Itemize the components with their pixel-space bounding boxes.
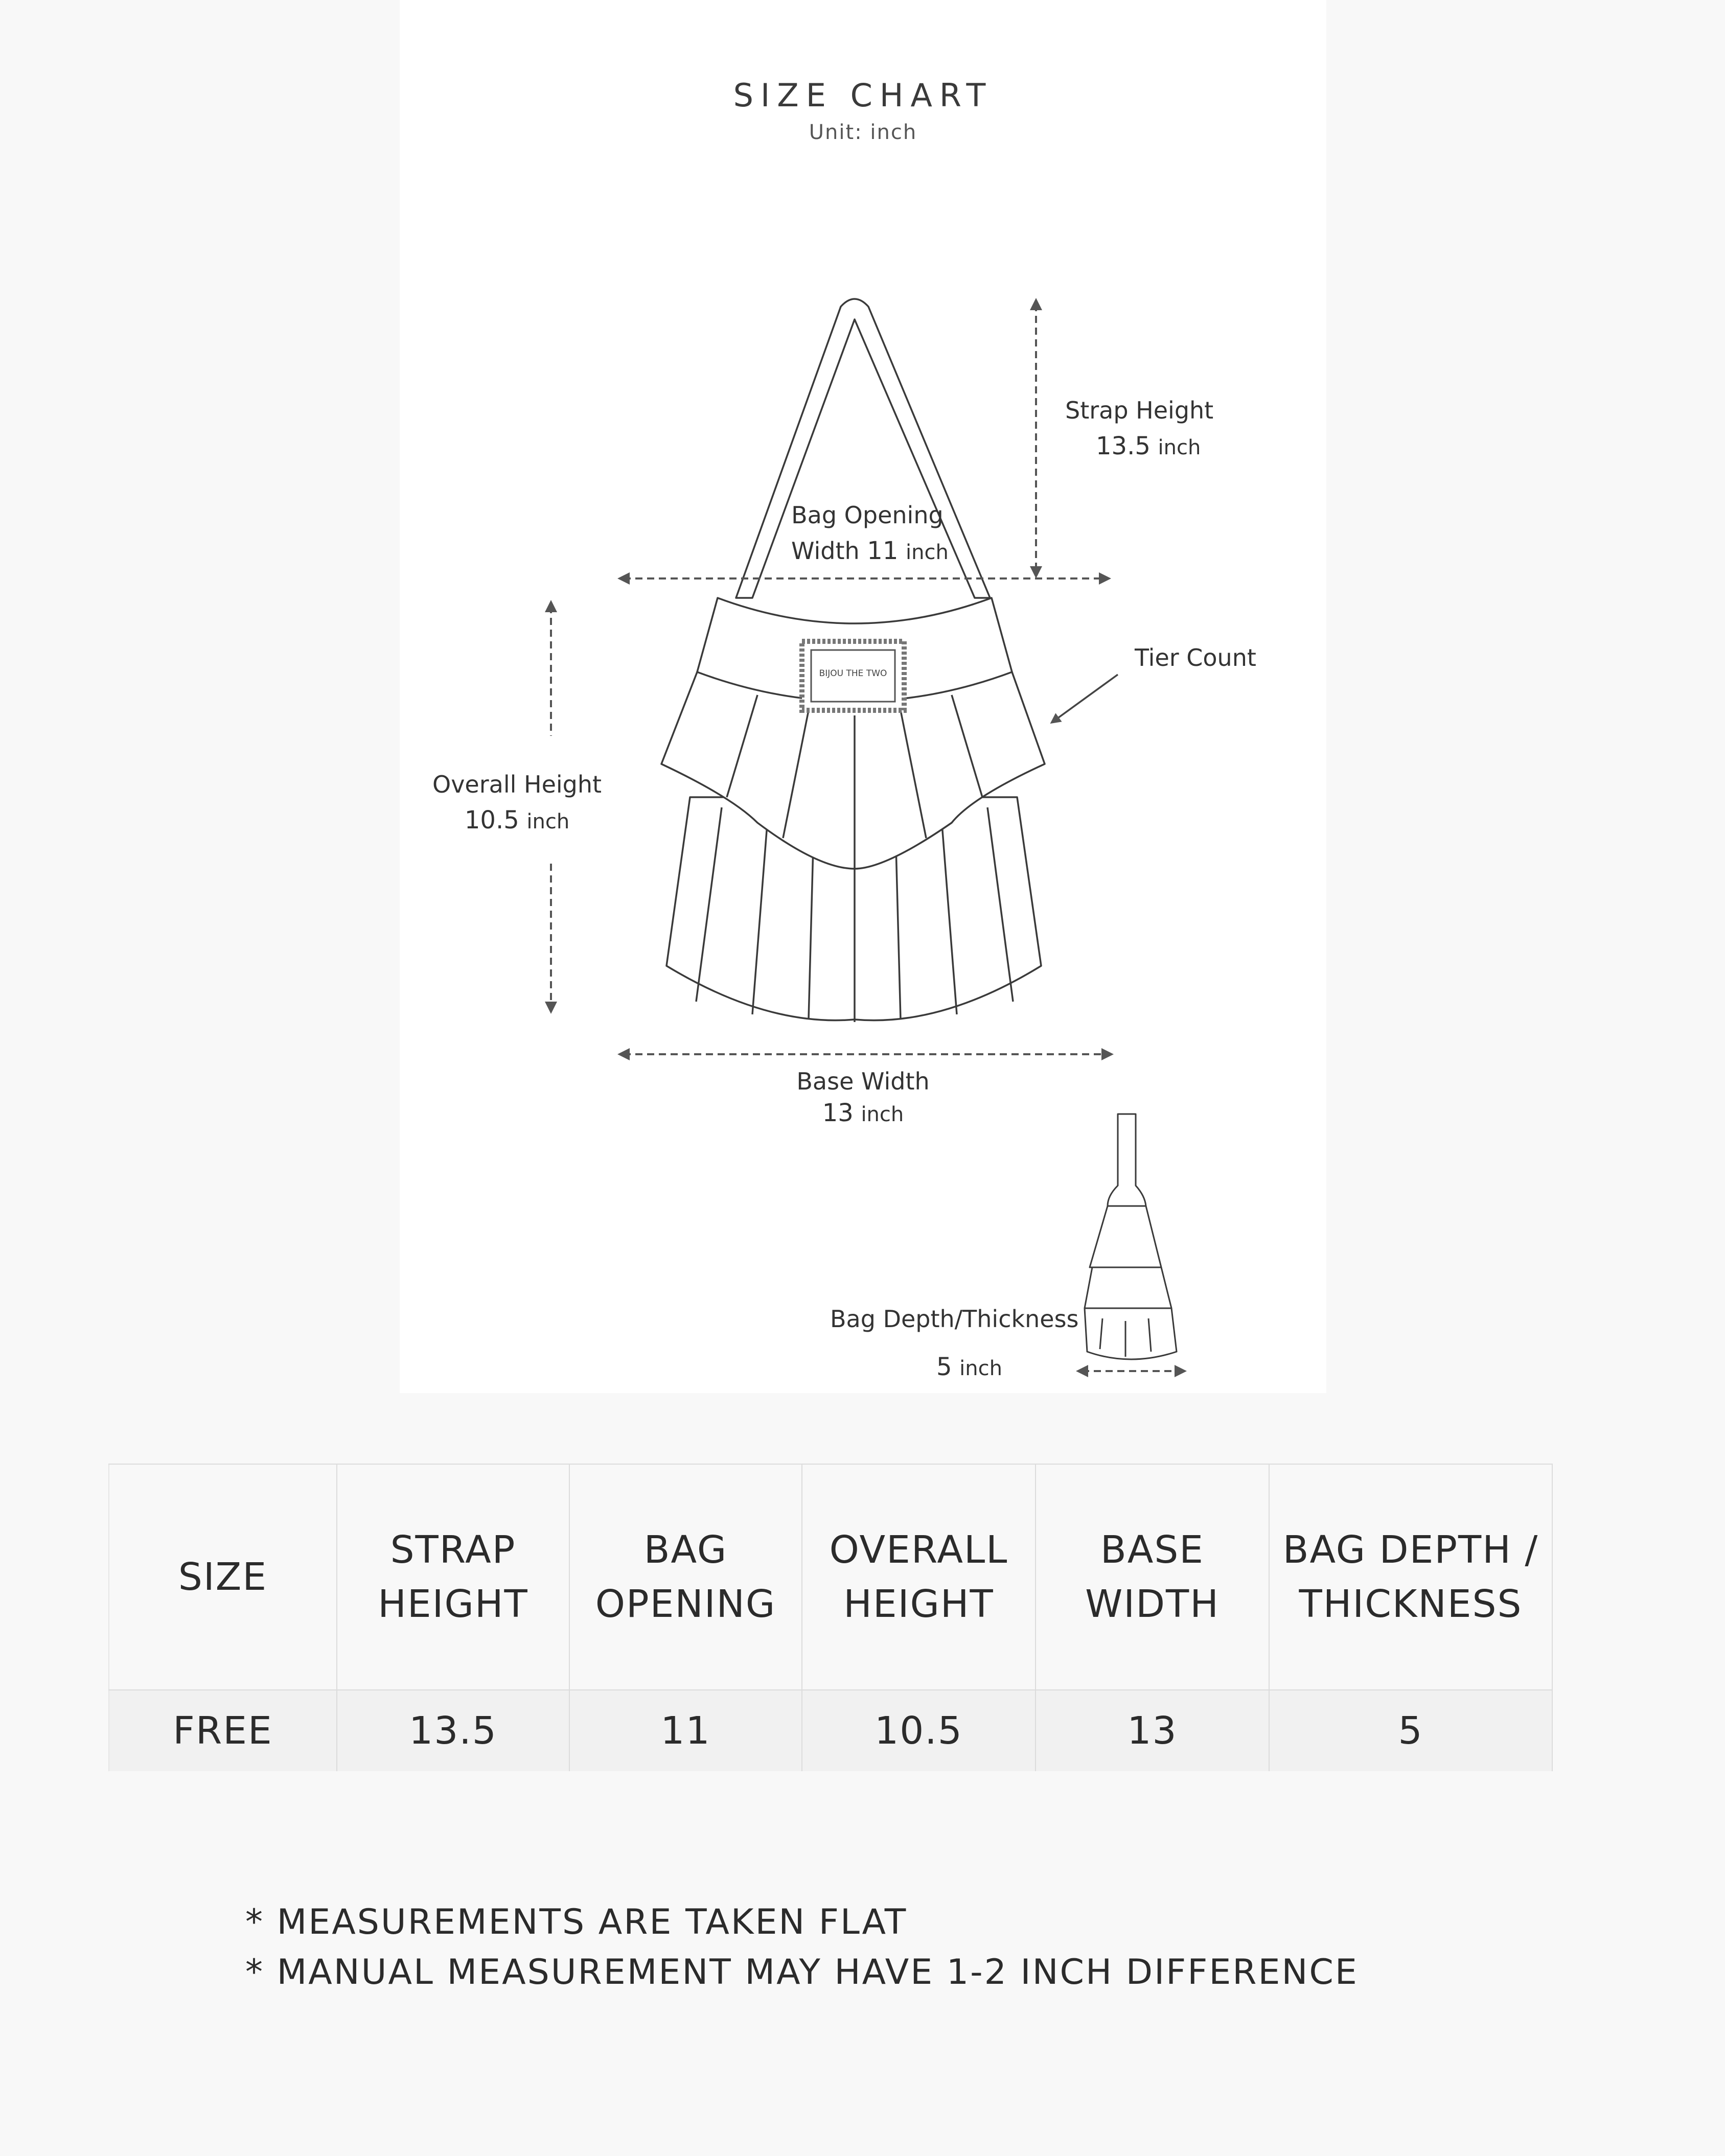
cell-size: FREE [109, 1690, 337, 1771]
size-table [108, 1464, 1553, 1771]
header-strap-height: STRAP HEIGHT [337, 1464, 569, 1690]
bag-illustration [400, 0, 1326, 1393]
tier-count-arrow [1054, 675, 1118, 721]
cell-bag-opening: 11 [569, 1690, 802, 1771]
side-view [1085, 1114, 1177, 1359]
tier-count-label: Tier Count [1135, 644, 1256, 671]
cell-strap-height: 13.5 [337, 1690, 569, 1771]
base-width-label: Base Width 13 inch [796, 1068, 930, 1127]
brand-patch [802, 641, 904, 710]
cell-bag-depth: 5 [1269, 1690, 1552, 1771]
bag-opening-label: Bag Opening Width 11 inch [791, 501, 949, 565]
overall-height-label: Overall Height 10.5 inch [432, 771, 602, 834]
header-base-width: BASE WIDTH [1036, 1464, 1269, 1690]
brand-patch-text: BIJOU THE TWO [819, 668, 887, 679]
bag-depth-value: 5 inch [936, 1353, 1002, 1381]
note-manual-difference: * MANUAL MEASUREMENT MAY HAVE 1-2 INCH DIFFERENCE [245, 1952, 1359, 1992]
note-measured-flat: * MEASUREMENTS ARE TAKEN FLAT [245, 1902, 908, 1942]
table-header-row [109, 1464, 1552, 1690]
cell-overall-height: 10.5 [802, 1690, 1036, 1771]
bag-depth-label: Bag Depth/Thickness [830, 1305, 1079, 1333]
header-size: SIZE [109, 1464, 337, 1690]
page-title: SIZE CHART [733, 77, 993, 114]
header-bag-opening: BAG OPENING [569, 1464, 802, 1690]
size-chart-diagram [400, 0, 1326, 1393]
strap-height-label: Strap Height 13.5 inch [1065, 397, 1214, 460]
unit-label: Unit: inch [809, 121, 917, 144]
header-overall-height: OVERALL HEIGHT [802, 1464, 1036, 1690]
table-row [109, 1690, 1552, 1771]
header-bag-depth: BAG DEPTH / THICKNESS [1269, 1464, 1552, 1690]
cell-base-width: 13 [1036, 1690, 1269, 1771]
